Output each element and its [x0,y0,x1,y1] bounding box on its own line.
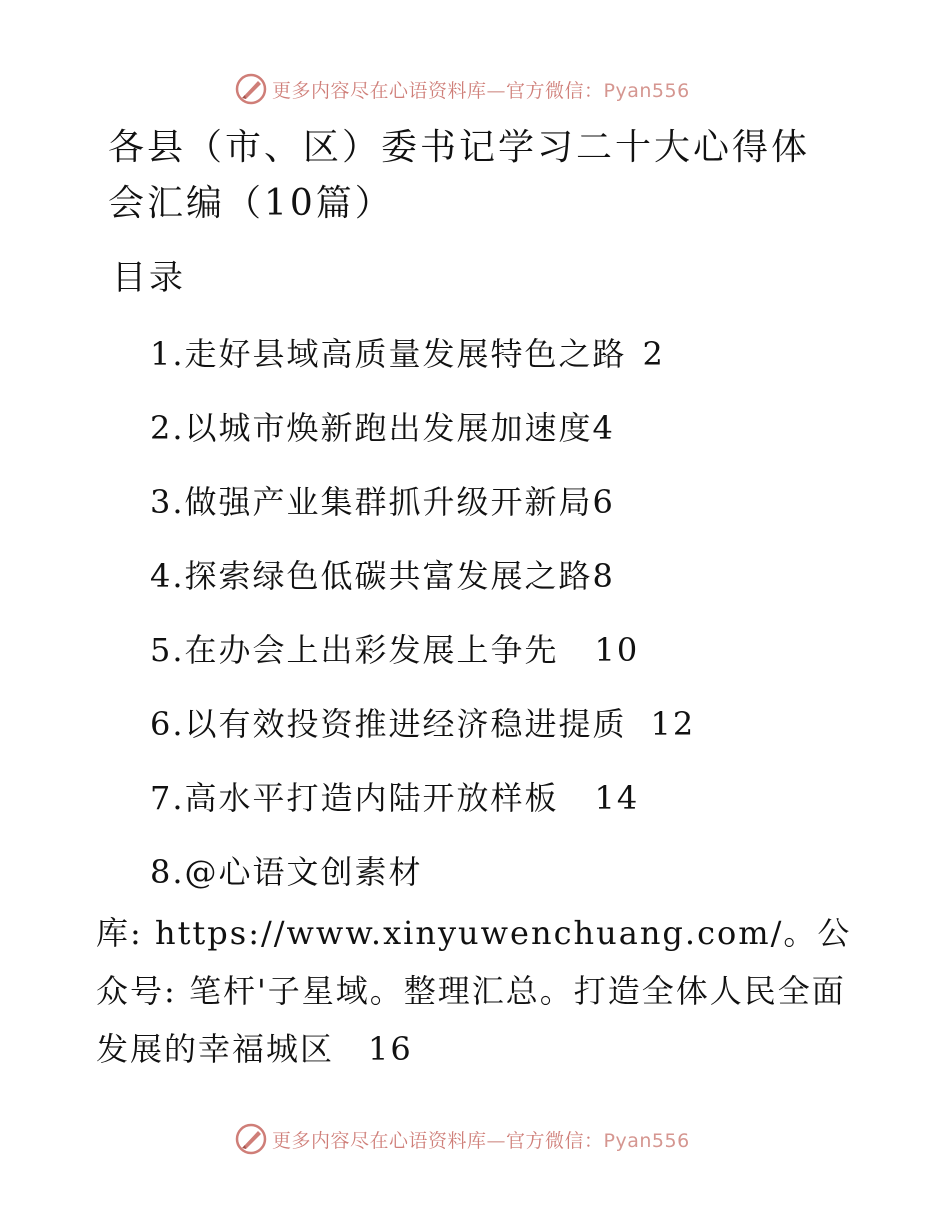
toc-item-label: 2.以城市焕新跑出发展加速度 [150,409,593,447]
toc-item-label: 4.探索绿色低碳共富发展之路 [150,557,593,595]
toc-item-label: 7.高水平打造内陆开放样板 [150,779,559,817]
toc-item[interactable] [150,402,695,476]
watermark-text: 更多内容尽在心语资料库—官方微信：Pyan556 [272,79,690,102]
toc-item[interactable] [150,476,695,550]
toc-item-page: 14 [594,779,640,817]
toc-heading: 目录 [112,258,186,298]
toc-item-label: 8.@心语文创素材 [150,853,423,891]
toc-list [150,328,695,920]
toc-item-page: 4 [592,409,615,447]
toc-item-page: 12 [650,705,696,743]
toc-item[interactable] [150,698,695,772]
watermark-text: 更多内容尽在心语资料库—官方微信：Pyan556 [272,1129,690,1152]
brush-circle-icon [234,72,268,106]
document-title: 各县（市、区）委书记学习二十大心得体会汇编（10篇） [108,127,811,224]
toc-item[interactable] [150,550,695,624]
toc-item-label: 3.做强产业集群抓升级开新局 [150,483,593,521]
toc-item[interactable] [150,624,695,698]
header-watermark [234,72,690,106]
toc-item-page: 10 [594,631,640,669]
toc-item-label: 5.在办会上出彩发展上争先 [150,631,559,669]
footer-watermark [234,1122,690,1156]
brush-circle-icon [234,1122,268,1156]
toc-item-label: 6.以有效投资推进经济稳进提质 [150,705,627,743]
toc-item-label: 1.走好县域高质量发展特色之路 [150,335,627,373]
toc-item[interactable] [150,328,695,402]
toc-item-page: 6 [592,483,615,521]
toc-item-continuation: 库: https://www.xinyuwenchuang.com/。公众号: 笔杆'子星域。整理汇总。打造全体人民全面发展的幸福城区 16 [96,914,852,1068]
toc-item-page: 2 [642,335,665,373]
toc-item-page: 8 [592,557,615,595]
toc-item[interactable] [150,772,695,846]
